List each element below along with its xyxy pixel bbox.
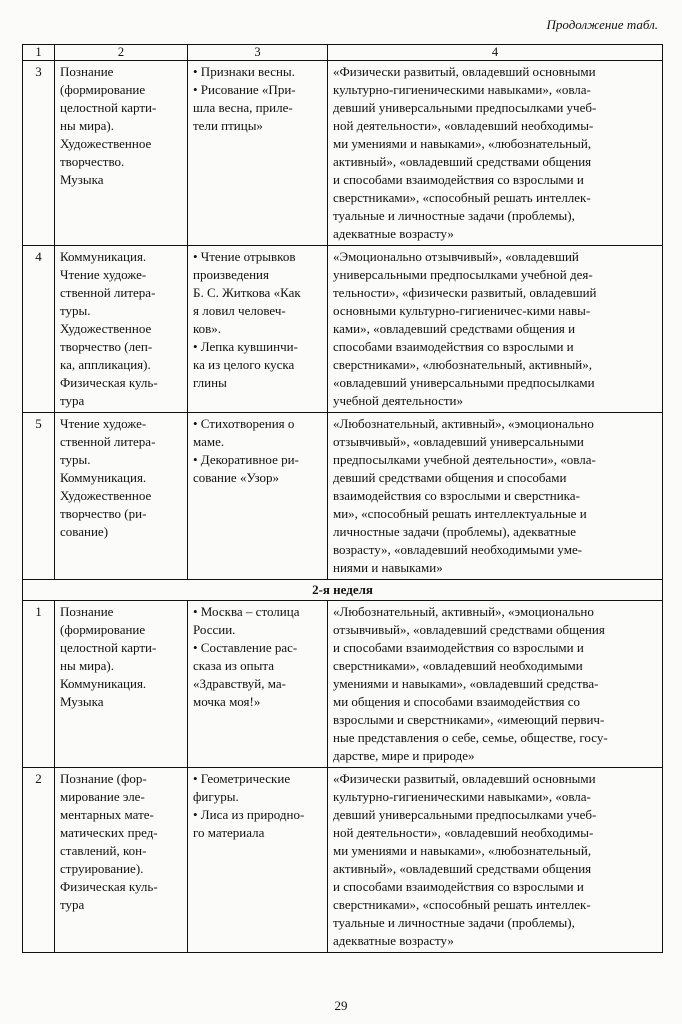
table-header-row <box>23 45 663 61</box>
header-cell-1: 1 <box>23 45 55 61</box>
curriculum-table <box>22 44 663 953</box>
educational-areas: Познание (фор- мирование эле- ментарных мате- матических пред- ставлений, кон- струирование). Физическая куль- тура <box>55 768 188 953</box>
row-number: 5 <box>23 413 55 580</box>
row-number: 1 <box>23 601 55 768</box>
activity-item: • Москва – столица России. <box>193 604 300 637</box>
educational-areas: Познание (формирование целостной карти- ны мира). Художественное творчество. Музыка <box>55 61 188 246</box>
activity-item: • Декоративное ри- сование «Узор» <box>193 452 299 485</box>
educational-areas: Коммуникация. Чтение художе- ственной литера- туры. Художественное творчество (леп- ка, аппликация). Физическая куль- тура <box>55 246 188 413</box>
table-continuation-caption: Продолжение табл. <box>546 17 658 32</box>
activities <box>188 413 328 580</box>
activity-item: • Чтение отрывков произведения Б. С. Житкова «Как я ловил человеч- ков». <box>193 249 301 336</box>
activities <box>188 61 328 246</box>
table-row <box>23 413 663 580</box>
educational-areas: Чтение художе- ственной литера- туры. Коммуникация. Художественное творчество (ри- сование) <box>55 413 188 580</box>
row-number: 3 <box>23 61 55 246</box>
activity-item: • Лепка кувшинчи- ка из целого куска глины <box>193 339 298 390</box>
table-row <box>23 246 663 413</box>
header-cell-3: 3 <box>188 45 328 61</box>
integrative-qualities: «Эмоционально отзывчивый», «овладевший универсальными предпосылками учебной дея- тельности», «физически развитый, овладевший основными культурно-гигиеничес-кими навы- ками», «овладевший средствами общения и способами взаимодействия со взрослыми и сверстниками», «любознательный, активный», «овладевший универсальными предпосылками учебной деятельности» <box>328 246 663 413</box>
activity-item: • Признаки весны. <box>193 64 295 79</box>
integrative-qualities: «Физически развитый, овладевший основными культурно-гигиеническими навыками», «овла- девший универсальными предпосылками учеб- ной деятельности», «овладевший необходимы- ми умениями и навыками», «любознательный, активный», «овладевший средствами общения и способами взаимодействия со взрослыми и сверстниками», «способный решать интеллек- туальные и личностные задачи (проблемы), адекватные возрасту» <box>328 61 663 246</box>
row-number: 4 <box>23 246 55 413</box>
activity-item: • Рисование «При- шла весна, приле- тели птицы» <box>193 82 296 133</box>
week-label: 2-я неделя <box>23 580 663 601</box>
integrative-qualities: «Любознательный, активный», «эмоционально отзывчивый», «овладевший универсальными предпосылками учебной деятельности», «овла- девший средствами общения и способами взаимодействия со взрослыми и сверстника- ми», «способный решать интеллектуальные и личностные задачи (проблемы), адекватные возрасту», «овладевший необходимыми уме- ниями и навыками» <box>328 413 663 580</box>
activity-item: • Лиса из природно- го материала <box>193 807 305 840</box>
integrative-qualities: «Физически развитый, овладевший основными культурно-гигиеническими навыками», «овла- девший универсальными предпосылками учеб- ной деятельности», «овладевший необходимы- ми умениями и навыками», «любознательный, активный», «овладевший средствами общения и способами взаимодействия со взрослыми и сверстниками», «способный решать интеллек- туальные и личностные задачи (проблемы), адекватные возрасту» <box>328 768 663 953</box>
activities <box>188 246 328 413</box>
activity-item: • Геометрические фигуры. <box>193 771 291 804</box>
activity-item: • Стихотворения о маме. <box>193 416 295 449</box>
page-number: 29 <box>334 998 348 1013</box>
table-row <box>23 768 663 953</box>
activities <box>188 768 328 953</box>
educational-areas: Познание (формирование целостной карти- ны мира). Коммуникация. Музыка <box>55 601 188 768</box>
integrative-qualities: «Любознательный, активный», «эмоционально отзывчивый», «овладевший средствами общения и способами взаимодействия со взрослыми и сверстниками», «овладевший необходимыми умениями и навыками», «овладевший средства- ми общения и способами взаимодействия со взрослыми и сверстниками», «имеющий первич- ные представления о себе, семье, обществе, госу- дарстве, мире и природе» <box>328 601 663 768</box>
activities <box>188 601 328 768</box>
header-cell-2: 2 <box>55 45 188 61</box>
activity-item: • Составление рас- сказа из опыта «Здравствуй, ма- мочка моя!» <box>193 640 298 709</box>
row-number: 2 <box>23 768 55 953</box>
table-row <box>23 61 663 246</box>
week-divider-row <box>23 580 663 601</box>
header-cell-4: 4 <box>328 45 663 61</box>
table-row <box>23 601 663 768</box>
